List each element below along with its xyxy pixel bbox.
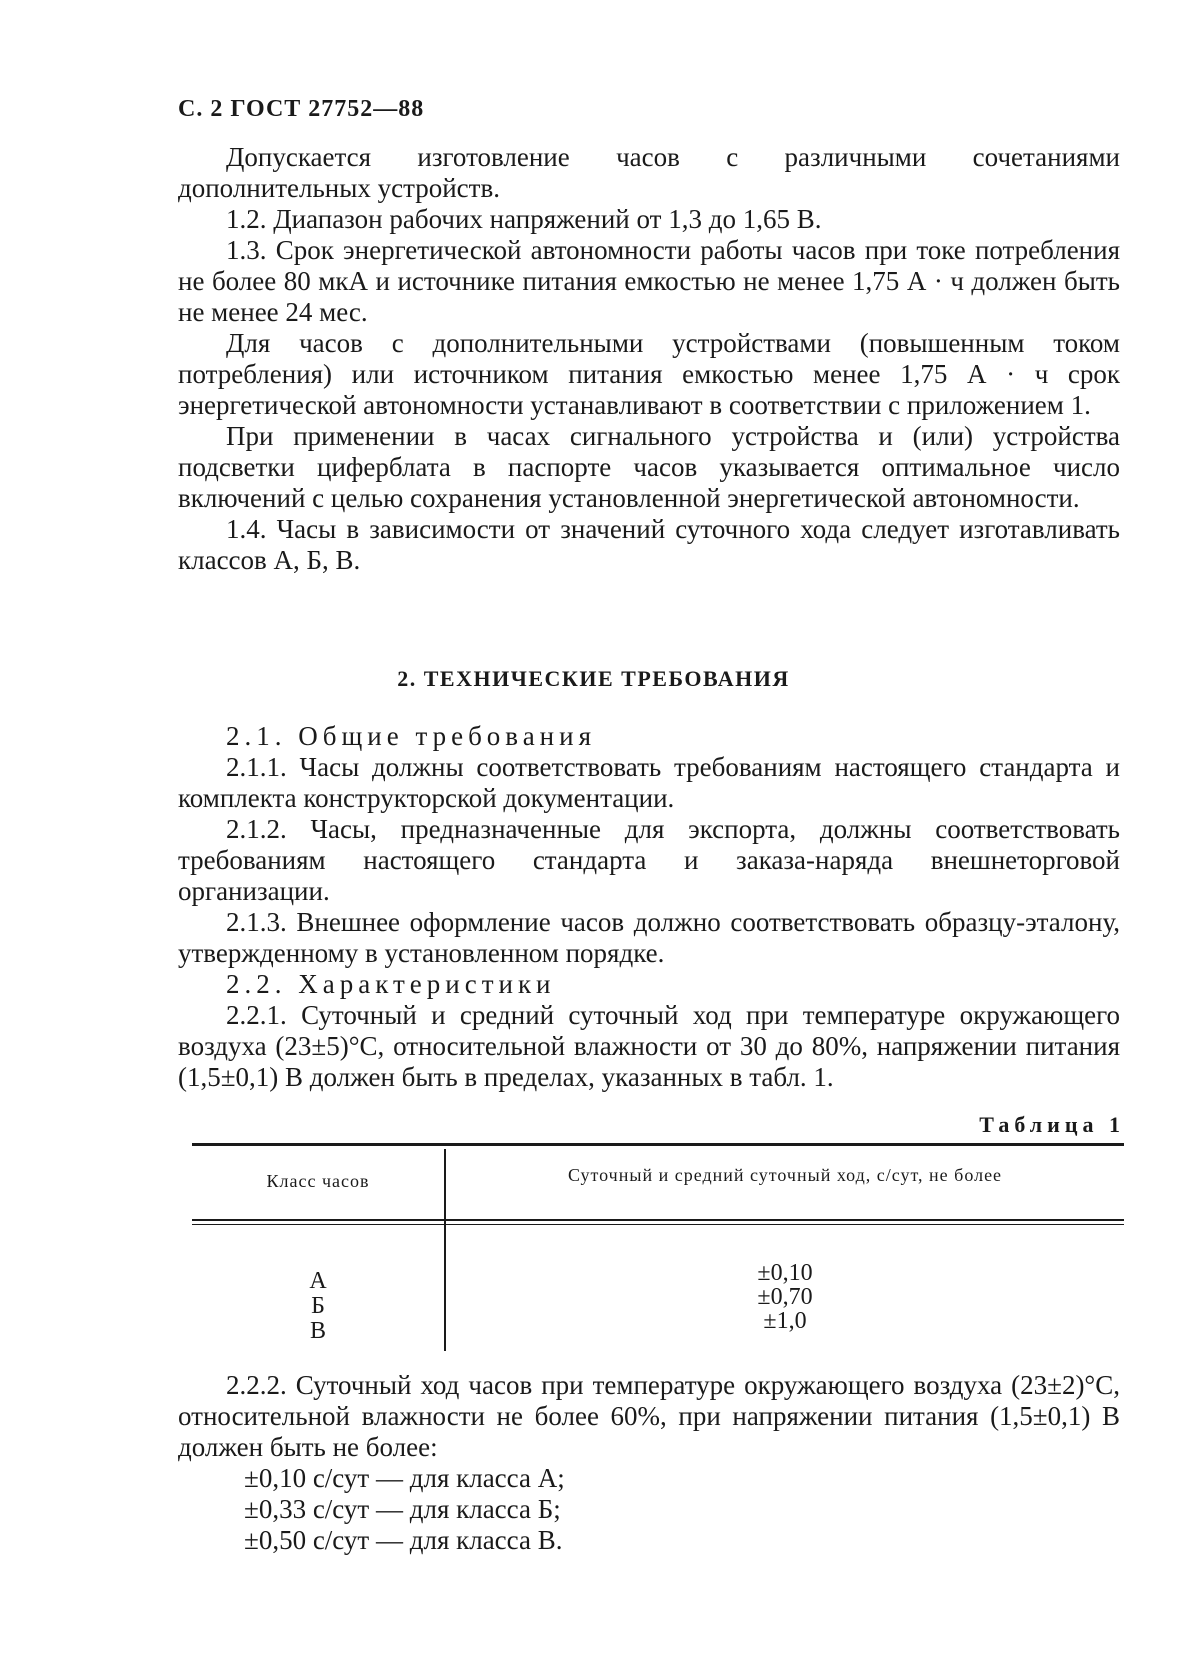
list-item: ±0,50 с/сут — для класса В. [244, 1525, 563, 1555]
table-cell-value: ±1,0 [763, 1308, 807, 1334]
subsection-title: 2.2. Характеристики [226, 969, 556, 999]
list-item: ±0,33 с/сут — для класса Б; [244, 1494, 561, 1524]
subsection-title: 2.1. Общие требования [226, 721, 597, 751]
table-cell-class: А [309, 1268, 327, 1294]
table-cell-value: ±0,70 [757, 1284, 813, 1310]
paragraph: 2.1.1. Часы должны соответствовать требованиям настоящего стандарта и комплекта конструкторской документации. [178, 752, 1120, 813]
paragraph: 1.2. Диапазон рабочих напряжений от 1,3 до 1,65 В. [226, 204, 822, 234]
paragraph: 2.1.2. Часы, предназначенные для экспорта, должны соответствовать требованиям настоящего стандарта и заказа-наряда внешнеторговой организации. [178, 814, 1120, 906]
table-rule [192, 1224, 1124, 1225]
paragraph: 2.2.1. Суточный и средний суточный ход при температуре окружающего воздуха (23±5)°С, относительной влажности от 30 до 80%, напряжении питания (1,5±0,1) В должен быть в пределах, указанных в табл. 1. [178, 1000, 1120, 1092]
table-label: Таблица 1 [979, 1112, 1125, 1137]
paragraph: При применении в часах сигнального устройства и (или) устройства подсветки циферблата в паспорте часов указывается оптимальное число включений с целью сохранения установленной энергетической автономности. [178, 421, 1120, 513]
table-header-rate: Суточный и средний суточный ход, с/сут, не более [567, 1165, 1003, 1185]
table-rule [192, 1219, 1124, 1221]
section-heading: 2. ТЕХНИЧЕСКИЕ ТРЕБОВАНИЯ [397, 666, 790, 691]
paragraph: Для часов с дополнительными устройствами (повышенным током потребления) или источником питания емкостью менее 1,75 А · ч срок энергетической автономности устанавливают в соответствии с приложением 1. [178, 328, 1120, 420]
paragraph: 2.2.2. Суточный ход часов при температуре окружающего воздуха (23±2)°С, относительной влажности не более 60%, при напряжении питания (1,5±0,1) В должен быть не более: [178, 1370, 1120, 1462]
accuracy-table [192, 1143, 1124, 1351]
table-rule [192, 1143, 1124, 1146]
table-cell-class: В [309, 1318, 326, 1344]
table-value-column [446, 1261, 1124, 1333]
list-item: ±0,10 с/сут — для класса А; [244, 1463, 565, 1493]
paragraph: 2.1.3. Внешнее оформление часов должно соответствовать образцу-эталону, утвержденному в установленном порядке. [178, 907, 1120, 968]
table-cell-class: Б [311, 1293, 325, 1319]
table-header-class: Класс часов [266, 1171, 370, 1191]
paragraph: 1.4. Часы в зависимости от значений суточного хода следует изготавливать классов А, Б, В. [178, 514, 1120, 575]
paragraph: 1.3. Срок энергетической автономности работы часов при токе потребления не более 80 мкА и источнике питания емкостью не менее 1,75 А · ч должен быть не менее 24 мес. [178, 235, 1120, 327]
paragraph: Допускается изготовление часов с различными сочетаниями дополнительных устройств. [178, 142, 1120, 203]
table-class-column [192, 1269, 444, 1344]
table-cell-value: ±0,10 [757, 1260, 813, 1286]
page-header: С. 2 ГОСТ 27752—88 [178, 96, 425, 122]
requirements-section [178, 721, 1120, 1093]
daily-rate-section [178, 1370, 1120, 1556]
intro-section [178, 142, 1120, 576]
